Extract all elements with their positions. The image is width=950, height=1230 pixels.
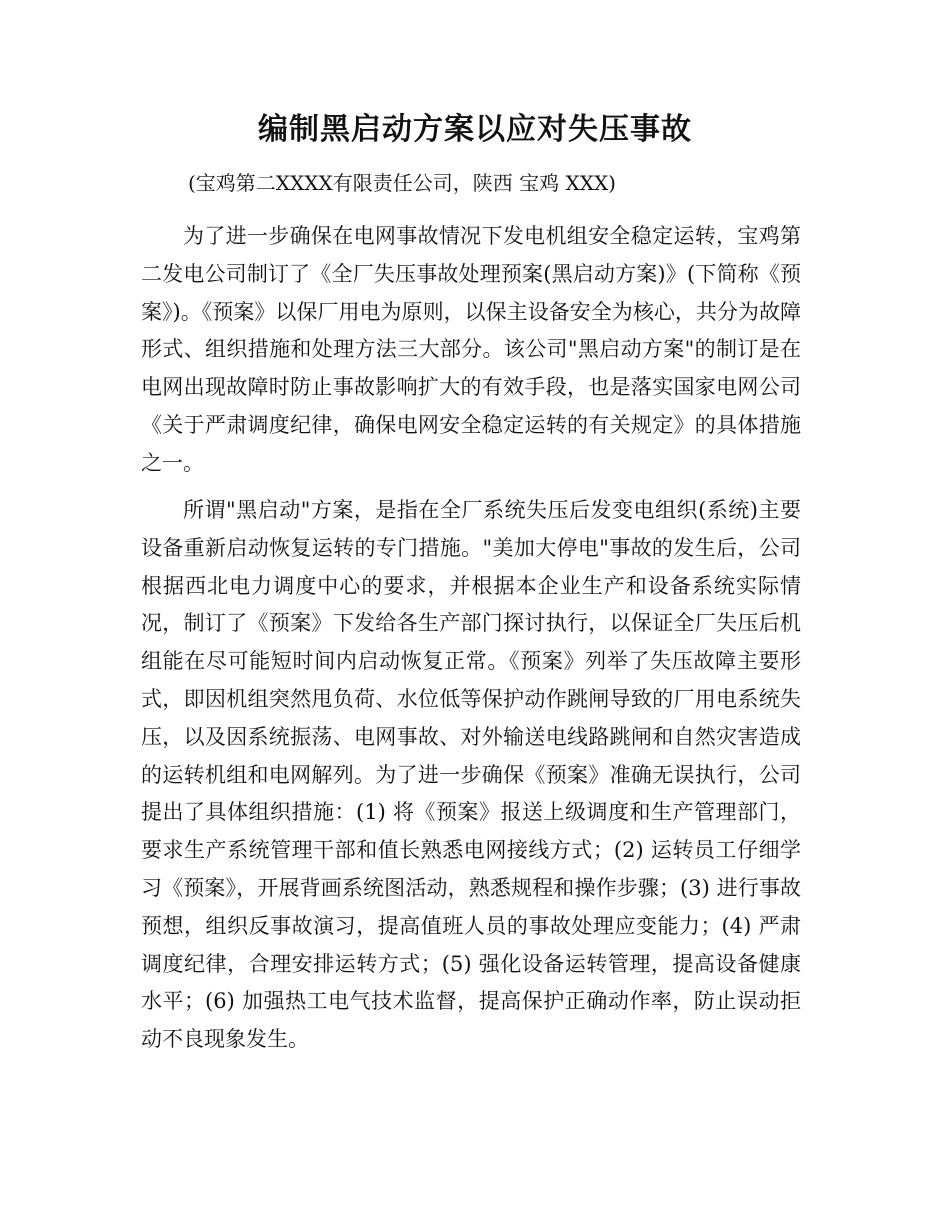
paragraph-1: 为了进一步确保在电网事故情况下发电机组安全稳定运转，宝鸡第二发电公司制订了《全厂失压事故处理预案(黑启动方案)》(下简称《预案》)。《预案》以保厂用电为原则，以保主设备安全为核心，共分为故障形式、组织措施和处理方法三大部分。该公司"黑启动方案"的制订是在电网出现故障时防止事故影响扩大的有效手段，也是落实国家电网公司《关于严肃调度纪律，确保电网安全稳定运转的有关规定》的具体措施之一。 [141,224,801,475]
document-title: 编制黑启动方案以应对失压事故 [258,112,692,147]
author-affiliation: (宝鸡第二XXXX有限责任公司，陕西 宝鸡 XXX) [188,171,616,195]
paragraph-2: 所谓"黑启动"方案，是指在全厂系统失压后发变电组织(系统)主要设备重新启动恢复运转的专门措施。"美加大停电"事故的发生后，公司根据西北电力调度中心的要求，并根据本企业生产和设备系统实际情况，制订了《预案》下发给各生产部门探讨执行，以保证全厂失压后机组能在尽可能短时间内启动恢复正常。《预案》列举了失压故障主要形式，即因机组突然甩负荷、水位低等保护动作跳闸导致的厂用电系统失压，以及因系统振荡、电网事故、对外输送电线路跳闸和自然灾害造成的运转机组和电网解列。为了进一步确保《预案》准确无误执行，公司提出了具体组织措施：(1) 将《预案》报送上级调度和生产管理部门，要求生产系统管理干部和值长熟悉电网接线方式；(2) 运转员工仔细学习《预案》，开展背画系统图活动，熟悉规程和操作步骤；(3) 进行事故预想，组织反事故演习，提高值班人员的事故处理应变能力；(4) 严肃调度纪律，合理安排运转方式；(5) 强化设备运转管理，提高设备健康水平；(6) 加强热工电气技术监督，提高保护正确动作率，防止误动拒动不良现象发生。 [141,498,801,1052]
